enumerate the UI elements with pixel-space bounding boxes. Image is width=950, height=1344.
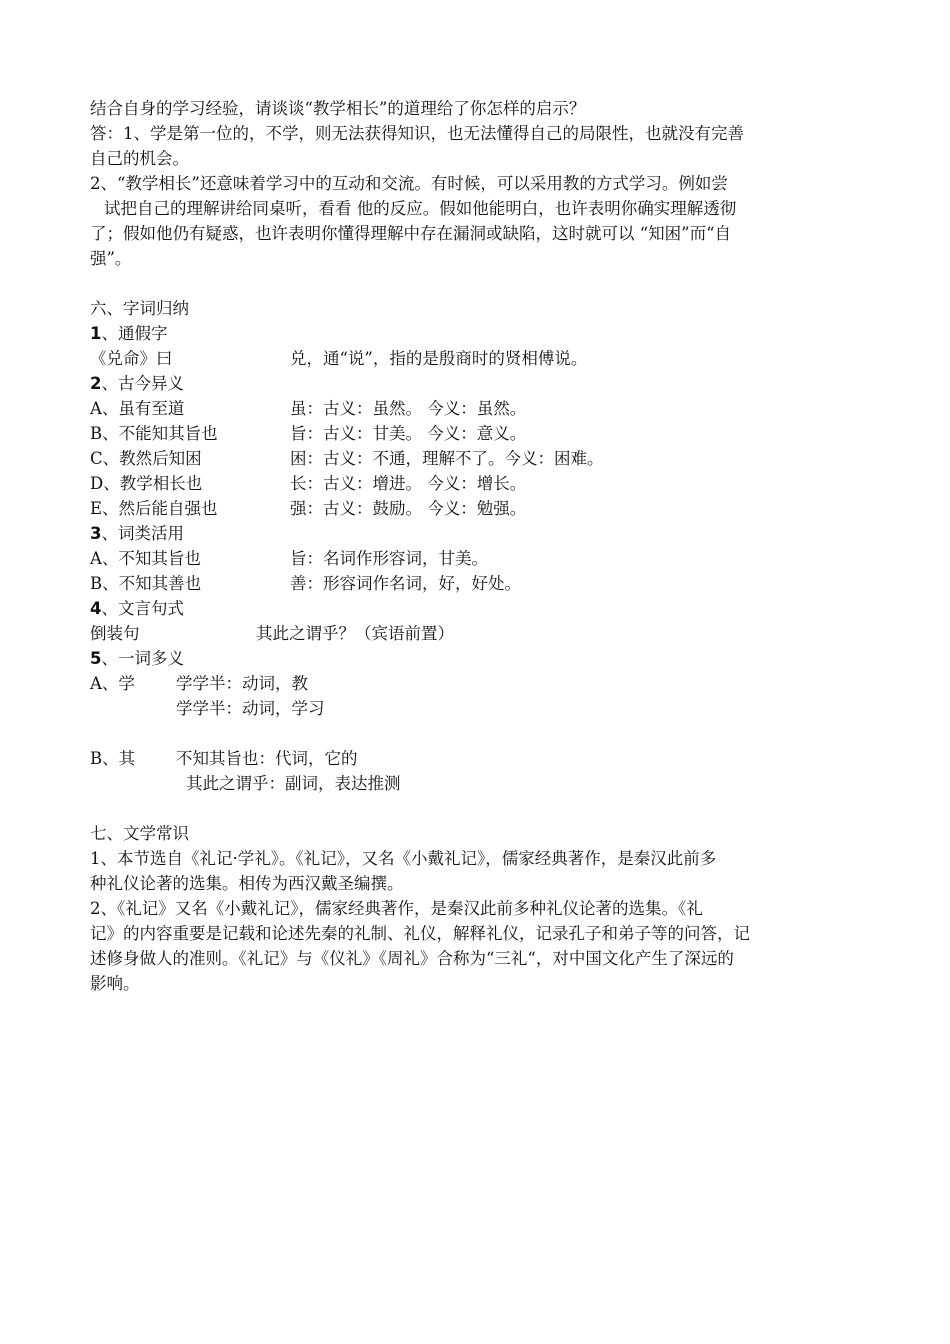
s7-p2-line-2: 记》的内容重要是记载和论述先秦的礼制、礼仪，解释礼仪，记录孔子和弟子等的问答，记 (90, 924, 750, 943)
s3-row: B、不知其善也 善：形容词作名词，好，好处。 (90, 574, 521, 593)
s2-row: A、虽有至道 虽：古义：虽然。 今义：虽然。 (90, 399, 527, 418)
s5-b-row-2: 其此之谓乎：副词，表达推测 (186, 774, 401, 793)
s4-heading: 4、文言句式 (90, 599, 184, 618)
point2-line-4: 强”。 (90, 249, 132, 268)
s2-row: C、教然后知困 困：古义：不通，理解不了。今义：困难。 (90, 449, 604, 468)
point2-line-3: 了；假如他仍有疑惑，也许表明你懂得理解中存在漏洞或缺陷，这时就可以 “知困”而“自 (90, 224, 732, 243)
point2-line-1: 2、“教学相长”还意味着学习中的互动和交流。有时候，可以采用教的方式学习。例如尝 (90, 174, 728, 193)
s3-heading: 3、词类活用 (90, 524, 184, 543)
s2-row: E、然后能自强也 强：古义：鼓励。 今义：勉强。 (90, 499, 527, 518)
answer-line-2: 自己的机会。 (90, 149, 189, 168)
s5-heading: 5、一词多义 (90, 649, 184, 668)
question-line: 结合自身的学习经验，请谈谈“教学相长”的道理给了你怎样的启示？ (90, 99, 586, 118)
s7-p2-line-3: 述修身做人的准则。《礼记》与《仪礼》《周礼》合称为“三礼“，对中国文化产生了深远的 (90, 949, 734, 968)
s7-p2-line-4: 影响。 (90, 974, 140, 993)
document-page (90, 96, 870, 996)
s7-p1-line-2: 种礼仪论著的选集。相传为西汉戴圣编撰。 (90, 874, 404, 893)
s7-p1-line-1: 1、本节选自《礼记·学礼》。《礼记》，又名《小戴礼记》，儒家经典著作，是秦汉此前多 (90, 849, 717, 868)
section6-heading: 六、字词归纳 (90, 299, 189, 318)
s7-p2-line-1: 2、《礼记》又名《小戴礼记》，儒家经典著作，是秦汉此前多种礼仪论著的选集。《礼 (90, 899, 703, 918)
s1-heading: 1、通假字 (90, 324, 168, 343)
s5-b-row: B、其 不知其旨也：代词，它的 (90, 749, 358, 768)
s2-row: D、教学相长也 长：古义：增进。 今义：增长。 (90, 474, 527, 493)
point2-line-2: 试把自己的理解讲给同桌听，看看 他的反应。假如他能明白，也许表明你确实理解透彻 (104, 199, 737, 218)
s1-row: 《兑命》曰 兑，通“说”，指的是殷商时的贤相傅说。 (90, 349, 588, 368)
s2-heading: 2、古今异义 (90, 374, 184, 393)
s5-a-row: A、学 学学半：动词，教 (90, 674, 308, 693)
s2-row: B、不能知其旨也 旨：古义：甘美。 今义：意义。 (90, 424, 527, 443)
s3-row: A、不知其旨也 旨：名词作形容词，甘美。 (90, 549, 488, 568)
section7-heading: 七、文学常识 (90, 824, 189, 843)
s4-row: 倒装句 其此之谓乎？（宾语前置） (90, 624, 454, 643)
answer-line-1: 答：1、学是第一位的，不学，则无法获得知识，也无法懂得自己的局限性，也就没有完善 (90, 124, 744, 143)
s5-a-row-2: 学学半：动词，学习 (176, 699, 325, 718)
